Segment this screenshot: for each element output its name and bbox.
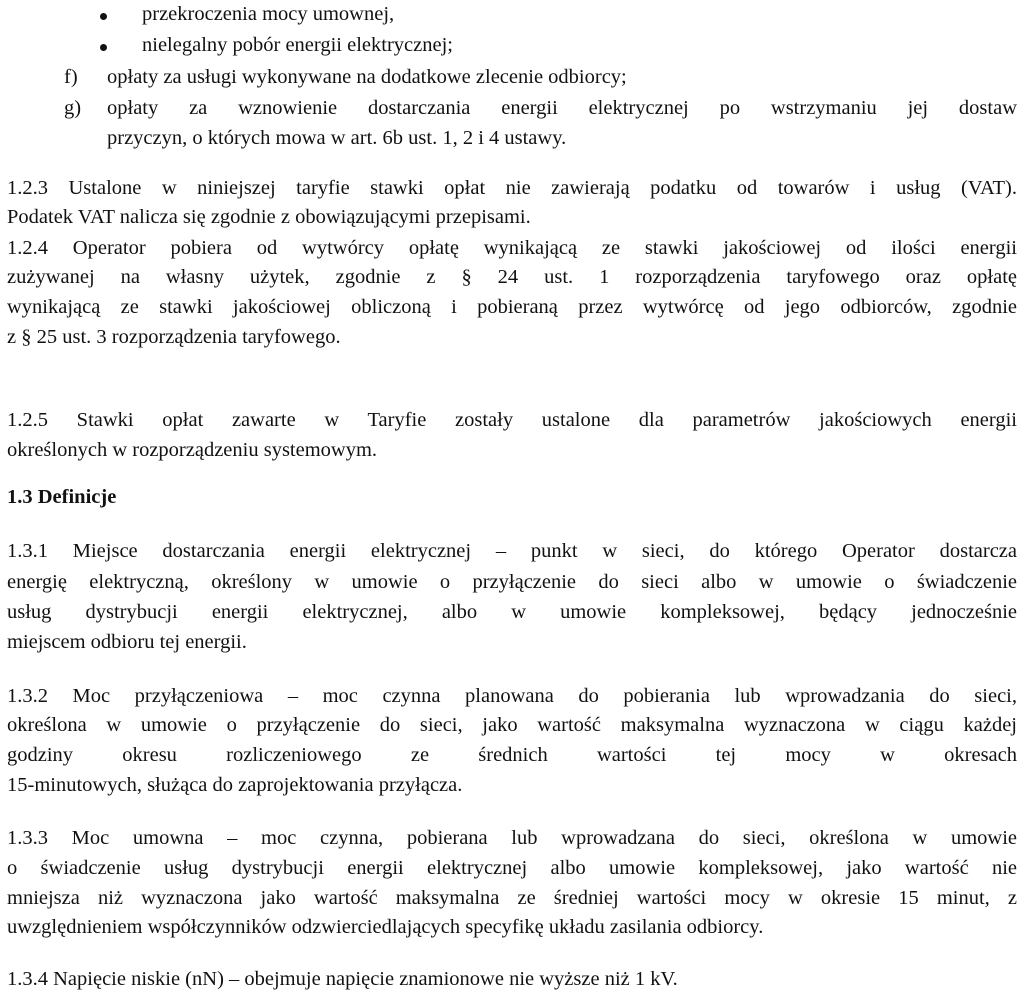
list-marker: g) — [64, 97, 82, 119]
paragraph-line: 1.3.2 Moc przyłączeniowa – moc czynna planowana do pobierania lub wprowadzania do sieci, — [7, 685, 1017, 707]
paragraph-line: zużywanej na własny użytek, zgodnie z § 24 ust. 1 rozporządzenia taryfowego oraz opłatę — [7, 266, 1017, 288]
list-item-text: opłaty za wznowienie dostarczania energii elektrycznej po wstrzymaniu jej dostaw — [107, 97, 1017, 119]
paragraph-line: usług dystrybucji energii elektrycznej, albo w umowie kompleksowej, będący jednocześnie — [7, 601, 1017, 623]
paragraph-line: 1.2.5 Stawki opłat zawarte w Taryfie zostały ustalone dla parametrów jakościowych energii — [7, 409, 1017, 431]
paragraph-line: energię elektryczną, określony w umowie o przyłączenie do sieci albo w umowie o świadczenie — [7, 571, 1017, 593]
paragraph-line: Podatek VAT nalicza się zgodnie z obowiązującymi przepisami. — [7, 206, 531, 228]
paragraph-line: 1.3.1 Miejsce dostarczania energii elektrycznej – punkt w sieci, do którego Operator dostarcza — [7, 540, 1017, 562]
paragraph-line: określonych w rozporządzeniu systemowym. — [7, 439, 378, 461]
paragraph-line: wynikającą ze stawki jakościowej obliczoną i pobieraną przez wytwórcę od jego odbiorców, zgodnie — [7, 296, 1017, 318]
paragraph-line: z § 25 ust. 3 rozporządzenia taryfowego. — [7, 326, 341, 348]
section-heading: 1.3 Definicje — [7, 486, 117, 508]
bullet-item: nielegalny pobór energii elektrycznej; — [142, 34, 453, 56]
bullet-dot — [100, 44, 107, 51]
paragraph-line: 1.2.4 Operator pobiera od wytwórcy opłatę wynikającą ze stawki jakościowej od ilości energii — [7, 237, 1017, 259]
paragraph-line: o świadczenie usług dystrybucji energii elektrycznej albo umowie kompleksowej, jako wartość nie — [7, 857, 1017, 879]
list-item-text: przyczyn, o których mowa w art. 6b ust. 1, 2 i 4 ustawy. — [107, 127, 567, 149]
paragraph-line: godziny okresu rozliczeniowego ze średnich wartości tej mocy w okresach — [7, 744, 1017, 766]
bullet-dot — [100, 13, 107, 20]
paragraph-line: miejscem odbioru tej energii. — [7, 631, 247, 653]
bullet-item: przekroczenia mocy umownej, — [142, 3, 395, 25]
list-marker: f) — [64, 66, 78, 88]
paragraph-line: 15-minutowych, służąca do zaprojektowania przyłącza. — [7, 774, 463, 796]
paragraph-line: 1.3.4 Napięcie niskie (nN) – obejmuje napięcie znamionowe nie wyższe niż 1 kV. — [7, 968, 678, 990]
paragraph-line: mniejsza niż wyznaczona jako wartość maksymalna ze średniej wartości mocy w okresie 15 minut, z — [7, 887, 1017, 909]
paragraph-line: 1.2.3 Ustalone w niniejszej taryfie stawki opłat nie zawierają podatku od towarów i usług (VAT). — [7, 177, 1017, 199]
paragraph-line: 1.3.3 Moc umowna – moc czynna, pobierana lub wprowadzana do sieci, określona w umowie — [7, 827, 1017, 849]
list-item-text: opłaty za usługi wykonywane na dodatkowe zlecenie odbiorcy; — [107, 66, 627, 88]
paragraph-line: uwzględnieniem współczynników odzwierciedlających specyfikę układu zasilania odbiorcy. — [7, 916, 764, 938]
paragraph-line: określona w umowie o przyłączenie do sieci, jako wartość maksymalna wyznaczona w ciągu każdej — [7, 714, 1017, 736]
